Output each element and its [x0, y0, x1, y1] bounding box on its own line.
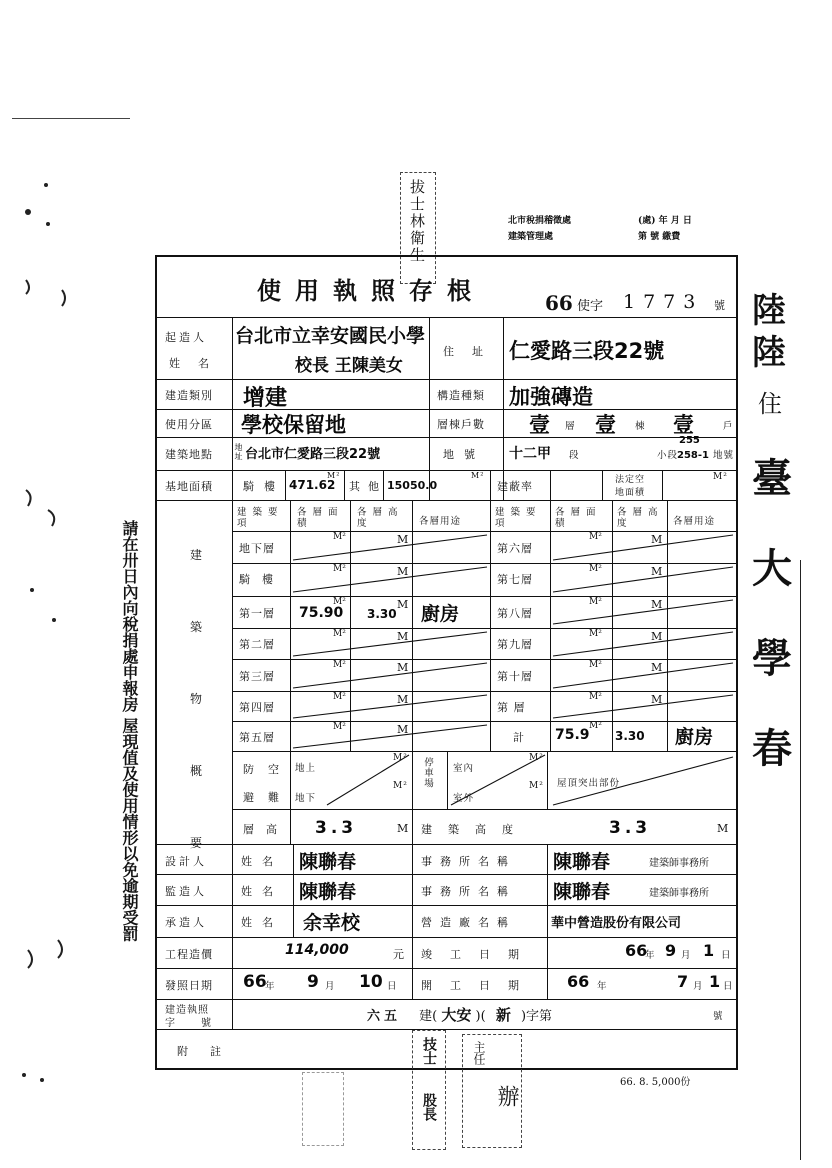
- height-unit: M: [397, 630, 409, 643]
- cost-value: 114,000: [285, 942, 349, 958]
- permit-kind: 新: [495, 1006, 511, 1024]
- scan-mark: [12, 118, 130, 119]
- area-unit: M²: [333, 564, 346, 574]
- usage-value: 學校保留地: [241, 413, 346, 437]
- shelter-ground: 地上: [295, 763, 317, 774]
- print-code: 66. 8. 5,000份: [620, 1077, 691, 1088]
- permit-district: 大安: [441, 1006, 472, 1024]
- area-unit: M²: [589, 629, 602, 639]
- name-label: 姓名: [241, 885, 283, 898]
- office-label: 事務所名稱: [421, 885, 516, 898]
- shelter-unit-1: M²: [393, 753, 408, 763]
- side-char-3: 物: [189, 692, 202, 706]
- site-prefix: 地址: [234, 443, 243, 461]
- parking-label: 停車場: [422, 757, 433, 789]
- permit-suffix: )字第: [520, 1009, 553, 1024]
- floor-name: 第三層: [239, 670, 275, 683]
- height-unit: M: [397, 598, 409, 611]
- households-unit: 戶: [723, 421, 734, 432]
- floor-name: 第十層: [497, 670, 533, 683]
- lot-unit: 地號: [713, 450, 735, 461]
- permit-number: 1773: [623, 291, 704, 313]
- stamp-director: 主任: [472, 1041, 486, 1065]
- other-value: 15050.0: [387, 479, 438, 492]
- side-char-2: 築: [189, 620, 202, 634]
- floor-name: 第六層: [497, 542, 533, 555]
- coverage-label: 建蔽率: [497, 480, 533, 493]
- permit-year: 六五: [367, 1009, 402, 1024]
- permit-label-1: 建造執照: [165, 1005, 209, 1016]
- parking-outdoor: 室外: [453, 793, 475, 804]
- stamp-line-4: 第 號 繳費: [638, 232, 681, 242]
- height-unit: M: [397, 565, 409, 578]
- parking-unit-1: M²: [529, 753, 544, 763]
- building-height-unit: M: [717, 822, 729, 835]
- cost-unit: 元: [393, 948, 404, 961]
- completion-year-unit: 年: [645, 950, 656, 961]
- start-day-unit: 日: [723, 981, 734, 992]
- header-area-left: 各層面積: [297, 507, 344, 529]
- header-area-right: 各層面積: [555, 507, 602, 529]
- shelter-unit-2: M²: [393, 781, 408, 791]
- role-label: 承造人: [165, 916, 207, 929]
- name-label: 姓名: [241, 855, 283, 868]
- height-unit: M: [651, 630, 663, 643]
- area-unit: M²: [589, 692, 602, 702]
- header-item-right: 建築要項: [495, 507, 542, 529]
- area-unit: M²: [333, 532, 346, 542]
- start-month: 7: [677, 972, 689, 991]
- shelter-underground: 地下: [295, 793, 317, 804]
- legal-label-1: 法定空: [615, 475, 646, 485]
- floor-name: 騎樓: [239, 573, 285, 586]
- floors-unit: 層: [565, 421, 576, 432]
- area-unit: M²: [333, 660, 346, 670]
- completion-day: 1: [703, 941, 715, 960]
- role-label: 監造人: [165, 885, 207, 898]
- floor-name: 第四層: [239, 701, 275, 714]
- permit-no-label: 號: [713, 1011, 724, 1022]
- empty-cell-strikes: [157, 257, 736, 817]
- structure-label: 構造種類: [437, 389, 485, 402]
- floor-name: 第 層: [497, 701, 526, 714]
- issue-day-unit: 日: [387, 981, 398, 992]
- parking-unit-2: M²: [529, 781, 544, 791]
- area-unit: M²: [589, 660, 602, 670]
- arcade-unit: M²: [327, 471, 341, 480]
- building-height-value: 3.3: [609, 818, 652, 838]
- issue-month: 9: [307, 972, 319, 992]
- area-unit: M²: [333, 722, 346, 732]
- buildings-unit: 棟: [635, 421, 646, 432]
- area-unit: M²: [589, 721, 602, 731]
- section-unit: 段: [569, 450, 580, 461]
- contractor-name: 余幸校: [303, 912, 361, 934]
- name-label: 姓名: [241, 916, 283, 929]
- floor-name: 計: [513, 731, 527, 744]
- address-label: 住址: [443, 345, 501, 358]
- stamp-tech: 技士: [421, 1037, 437, 1065]
- height-unit: M: [397, 533, 409, 546]
- header-use-right: 各層用途: [673, 516, 716, 527]
- start-month-unit: 月: [693, 981, 704, 992]
- area-label: 基地面積: [165, 480, 213, 493]
- area-unit: M²: [589, 597, 602, 607]
- stamp-line-2: 建築管理處: [508, 232, 554, 242]
- subsection-label: 小段: [657, 450, 679, 461]
- floor-name: 地下層: [239, 542, 275, 555]
- issue-month-unit: 月: [325, 981, 336, 992]
- permit-number-label: 使字: [577, 299, 604, 314]
- completion-day-unit: 日: [721, 950, 732, 961]
- right-edge-rule: [800, 560, 801, 1160]
- supervisor-name: 陳聯春: [299, 881, 357, 903]
- height-unit: M: [397, 723, 409, 736]
- right-char-1: 陸: [752, 291, 786, 331]
- issue-year-unit: 年: [265, 981, 276, 992]
- arcade-value: 471.62: [289, 478, 336, 492]
- cost-label: 工程造價: [165, 948, 213, 961]
- side-char-4: 概: [189, 764, 202, 778]
- permit-label-2: 字號: [165, 1018, 237, 1029]
- lot-numbers-2: 258-1: [677, 450, 709, 461]
- height-unit: M: [397, 693, 409, 706]
- applicant-value-line2: 校長 王陳美女: [295, 356, 403, 376]
- area-unit: M²: [333, 597, 346, 607]
- start-year: 66: [567, 972, 590, 991]
- header-height-right: 各層高度: [617, 507, 664, 529]
- notes-label: 附註: [177, 1045, 243, 1058]
- floor-name: 第八層: [497, 607, 533, 620]
- area-unit: M²: [333, 629, 346, 639]
- legal-unit: M²: [713, 472, 728, 482]
- building-height-label: 建築高度: [421, 823, 529, 836]
- shelter-label-1: 防空: [243, 763, 293, 776]
- floor-name: 第二層: [239, 638, 275, 651]
- right-char-6: 學: [752, 635, 792, 682]
- approval-stamp-1: [412, 1030, 446, 1150]
- permit-stub-form: [155, 255, 738, 1070]
- left-margin-note: [118, 520, 140, 942]
- permit-number-prefix: 66: [545, 291, 573, 315]
- completion-month: 9: [665, 941, 677, 960]
- lot-label: 地號: [443, 448, 485, 461]
- start-year-unit: 年: [597, 981, 608, 992]
- right-margin-text: [752, 290, 822, 910]
- total-height: 3.30: [615, 729, 645, 743]
- start-label: 開工日期: [421, 979, 537, 992]
- stamp-chief: 股長: [421, 1093, 437, 1121]
- height-unit: M: [651, 661, 663, 674]
- area-unit: M²: [589, 532, 602, 542]
- top-stamp-text: 拔士林衛生: [408, 179, 426, 264]
- top-right-stamp: [508, 214, 733, 250]
- role-label: 設計人: [165, 855, 207, 868]
- stamp-left-ghost: [302, 1072, 344, 1146]
- floors-label: 層棟戶數: [437, 418, 485, 431]
- left-note-col-2: 屋現值及使用情形以免逾期受罰: [120, 717, 139, 942]
- height-unit: M: [651, 565, 663, 578]
- right-char-5: 大: [752, 545, 792, 592]
- office-label: 事務所名稱: [421, 855, 516, 868]
- issue-label: 發照日期: [165, 979, 213, 992]
- left-note-col-1: 請在卅日內向稅捐處申報房: [120, 520, 139, 712]
- site-value: 台北市仁愛路三段22號: [245, 447, 381, 462]
- start-day: 1: [709, 972, 721, 991]
- header-height-left: 各層高度: [357, 507, 404, 529]
- floor-height-unit: M: [397, 822, 409, 835]
- building-type-label: 建造類別: [165, 389, 213, 402]
- floor-area: 75.90: [299, 605, 344, 621]
- floor-height-value: 3.3: [315, 818, 358, 838]
- floor-name: 第五層: [239, 731, 275, 744]
- permit-mid: )(: [475, 1009, 486, 1024]
- height-unit: M: [397, 661, 409, 674]
- office-suffix: 建築師事務所: [649, 888, 709, 899]
- floor-use: 廚房: [421, 603, 460, 625]
- completion-label: 竣工日期: [421, 948, 537, 961]
- stamp-line-3: (處) 年 月 日: [638, 216, 692, 226]
- site-label: 建築地點: [165, 448, 213, 461]
- applicant-value-line1: 台北市立幸安國民小學: [235, 325, 426, 347]
- right-char-7: 春: [752, 725, 792, 772]
- side-char-1: 建: [189, 548, 202, 562]
- floor-height-label: 層高: [243, 823, 289, 836]
- approval-stamp-2: [462, 1034, 522, 1148]
- parking-indoor: 室內: [453, 763, 475, 774]
- header-item-left: 建築要項: [237, 507, 284, 529]
- height-unit: M: [651, 533, 663, 546]
- header-use-left: 各層用途: [419, 516, 462, 527]
- right-char-4: 臺: [752, 455, 792, 502]
- lot-value: 十二甲: [509, 446, 551, 462]
- structure-value: 加強磚造: [509, 385, 593, 409]
- total-use: 廚房: [675, 726, 714, 748]
- address-value: 仁愛路三段22號: [509, 339, 665, 363]
- contractor-firm: 華中營造股份有限公司: [551, 916, 682, 931]
- side-char-5: 要: [189, 836, 202, 850]
- lot-numbers-1: 255: [679, 435, 700, 446]
- floor-name: 第七層: [497, 573, 533, 586]
- completion-year: 66: [625, 941, 648, 960]
- total-area: 75.9: [555, 727, 590, 743]
- usage-label: 使用分區: [165, 418, 213, 431]
- other-unit: M²: [471, 471, 485, 480]
- issue-year: 66: [243, 972, 267, 992]
- height-unit: M: [651, 598, 663, 611]
- legal-label-2: 地面積: [615, 488, 646, 498]
- area-unit: M²: [333, 692, 346, 702]
- completion-month-unit: 月: [681, 950, 692, 961]
- permit-prefix: 建(: [419, 1009, 438, 1024]
- floor-name: 第一層: [239, 607, 275, 620]
- form-title: 使用執照存根: [257, 276, 485, 305]
- shelter-label-2: 避難: [243, 791, 293, 804]
- applicant-name-label: 姓名: [169, 357, 227, 370]
- area-unit: M²: [589, 564, 602, 574]
- households-value: 壹: [673, 413, 694, 437]
- permit-number-line: [367, 1004, 552, 1025]
- left-margin-dots: [18, 180, 68, 1100]
- roof-label: 屋頂突出部份: [557, 778, 621, 789]
- right-char-3: 住: [758, 390, 782, 418]
- floor-name: 第九層: [497, 638, 533, 651]
- firm-label: 營造廠名稱: [421, 916, 516, 929]
- designer-office: 陳聯春: [553, 851, 611, 873]
- stamp-signature: 辦: [494, 1085, 519, 1107]
- office-suffix: 建築師事務所: [649, 858, 709, 869]
- floor-height: 3.30: [367, 607, 397, 621]
- other-label: 其他: [349, 480, 387, 493]
- arcade-label: 騎樓: [243, 480, 285, 493]
- supervisor-office: 陳聯春: [553, 881, 611, 903]
- issue-day: 10: [359, 972, 383, 992]
- stamp-line-1: 北市稅捐稽徵處: [508, 216, 572, 226]
- designer-name: 陳聯春: [299, 851, 357, 873]
- floors-value: 壹: [529, 413, 550, 437]
- applicant-label: 起造人: [165, 331, 207, 344]
- right-char-2: 陸: [752, 333, 786, 373]
- buildings-value: 壹: [595, 413, 616, 437]
- permit-number-suffix: 號: [714, 299, 725, 312]
- building-type-value: 增建: [243, 386, 288, 411]
- height-unit: M: [651, 693, 663, 706]
